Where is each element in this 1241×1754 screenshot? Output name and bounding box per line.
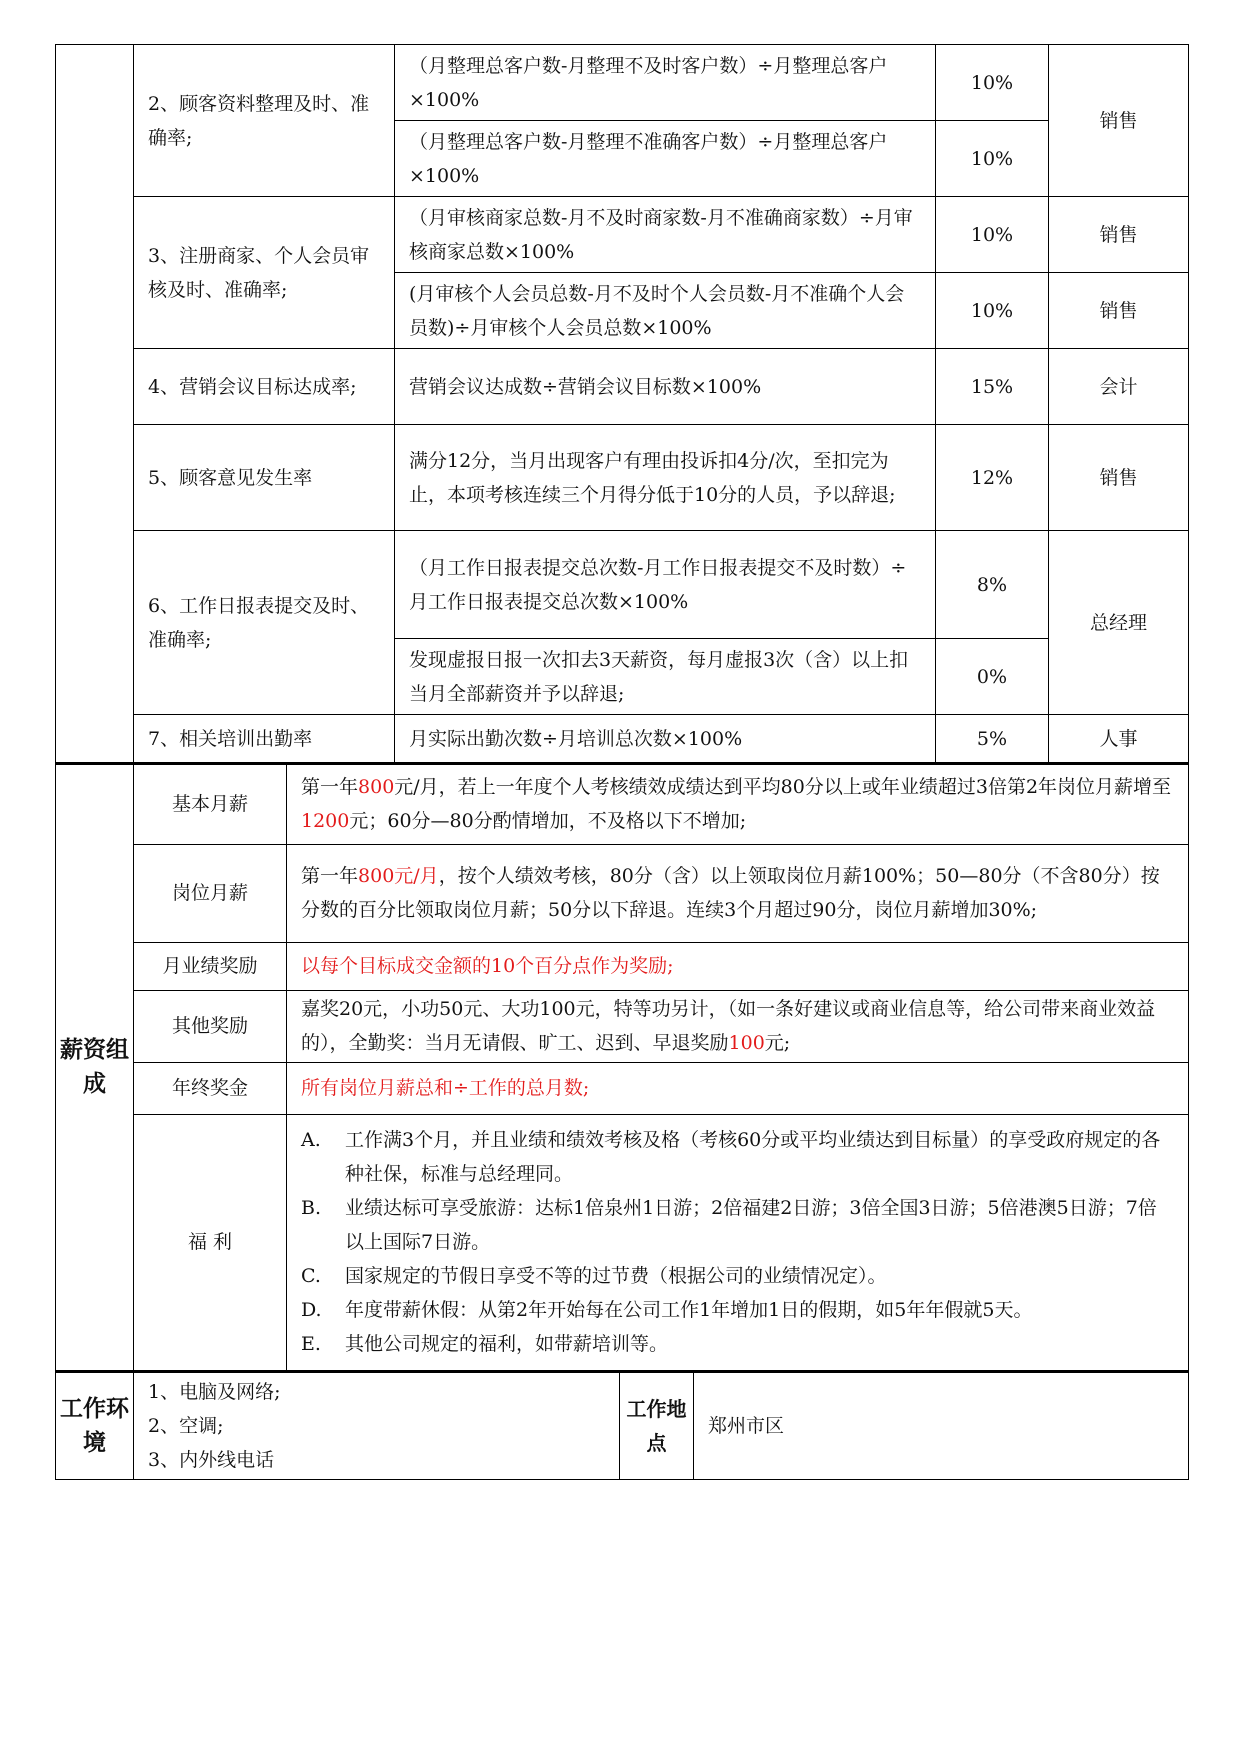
kpi-formula: (月审核个人会员总数-月不及时个人会员数-月不准确个人会员数)÷月审核个人会员总数×100% — [395, 273, 936, 349]
kpi-row — [56, 349, 1189, 425]
kpi-weight: 10% — [936, 121, 1049, 197]
welfare-item: A. 工作满3个月，并且业绩和绩效考核及格（考核60分或平均业绩达到目标量）的享受政府规定的各种社保，标准与总经理同。 — [301, 1129, 1161, 1185]
salary-basic-label: 基本月薪 — [134, 764, 287, 844]
kpi-dept: 总经理 — [1049, 531, 1189, 715]
environment-label: 工作环境 — [56, 1372, 134, 1480]
salary-row — [56, 990, 1189, 1062]
salary-performance-text: 以每个目标成交金额的10个百分点作为奖励; — [287, 942, 1189, 990]
kpi-dept: 会计 — [1049, 349, 1189, 425]
kpi-weight: 10% — [936, 45, 1049, 121]
environment-item: 2、空调; — [148, 1414, 224, 1437]
kpi-row — [56, 531, 1189, 639]
environment-row — [56, 1372, 1189, 1480]
welfare-item: C. 国家规定的节假日享受不等的过节费（根据公司的业绩情况定）。 — [301, 1265, 887, 1287]
salary-row — [56, 942, 1189, 990]
kpi-dept: 销售 — [1049, 273, 1189, 349]
kpi-weight: 10% — [936, 273, 1049, 349]
kpi-item: 6、工作日报表提交及时、准确率; — [134, 531, 395, 715]
salary-row — [56, 1114, 1189, 1370]
kpi-formula: （月审核商家总数-月不及时商家数-月不准确商家数）÷月审核商家总数×100% — [395, 197, 936, 273]
kpi-table — [55, 44, 1189, 763]
salary-row — [56, 844, 1189, 942]
welfare-item: E. 其他公司规定的福利，如带薪培训等。 — [301, 1333, 669, 1355]
document-page — [55, 44, 1188, 1480]
kpi-weight: 0% — [936, 639, 1049, 715]
kpi-item: 3、注册商家、个人会员审核及时、准确率; — [134, 197, 395, 349]
salary-yearend-label: 年终奖金 — [134, 1062, 287, 1114]
salary-row — [56, 764, 1189, 844]
kpi-item: 2、顾客资料整理及时、准确率; — [134, 45, 395, 197]
kpi-weight: 10% — [936, 197, 1049, 273]
salary-row — [56, 1062, 1189, 1114]
kpi-weight: 8% — [936, 531, 1049, 639]
kpi-row — [56, 45, 1189, 121]
location-value: 郑州市区 — [694, 1372, 1189, 1480]
kpi-weight: 12% — [936, 425, 1049, 531]
kpi-row — [56, 425, 1189, 531]
salary-table — [55, 763, 1189, 1371]
welfare-label: 福 利 — [134, 1114, 287, 1370]
salary-other-text: 嘉奖20元，小功50元、大功100元，特等功另计，（如一条好建议或商业信息等，给公司带来商业效益的），全勤奖：当月无请假、旷工、迟到、早退奖励100元; — [287, 990, 1189, 1062]
environment-items — [134, 1372, 620, 1480]
kpi-item: 7、相关培训出勤率 — [134, 715, 395, 763]
kpi-formula: （月整理总客户数-月整理不及时客户数）÷月整理总客户×100% — [395, 45, 936, 121]
salary-position-text: 第一年800元/月，按个人绩效考核，80分（含）以上领取岗位月薪100%；50—80分（不含80分）按分数的百分比领取岗位月薪；50分以下辞退。连续3个月超过90分，岗位月薪增加30%; — [287, 844, 1189, 942]
kpi-item: 5、顾客意见发生率 — [134, 425, 395, 531]
location-label: 工作地点 — [620, 1372, 694, 1480]
kpi-dept: 销售 — [1049, 197, 1189, 273]
environment-item: 1、电脑及网络; — [148, 1380, 281, 1403]
kpi-weight: 5% — [936, 715, 1049, 763]
salary-other-label: 其他奖励 — [134, 990, 287, 1062]
salary-position-label: 岗位月薪 — [134, 844, 287, 942]
environment-table — [55, 1371, 1189, 1481]
kpi-formula: 发现虚报日报一次扣去3天薪资，每月虚报3次（含）以上扣当月全部薪资并予以辞退; — [395, 639, 936, 715]
salary-yearend-text: 所有岗位月薪总和÷工作的总月数; — [287, 1062, 1189, 1114]
kpi-dept: 销售 — [1049, 45, 1189, 197]
kpi-section-cell — [56, 45, 134, 763]
welfare-item: B. 业绩达标可享受旅游：达标1倍泉州1日游；2倍福建2日游；3倍全国3日游；5倍港澳5日游；7倍以上国际7日游。 — [301, 1197, 1157, 1253]
salary-performance-label: 月业绩奖励 — [134, 942, 287, 990]
kpi-formula: 月实际出勤次数÷月培训总次数×100% — [395, 715, 936, 763]
environment-item: 3、内外线电话 — [148, 1448, 275, 1471]
kpi-weight: 15% — [936, 349, 1049, 425]
salary-section-label: 薪资组成 — [56, 764, 134, 1370]
kpi-formula: （月工作日报表提交总次数-月工作日报表提交不及时数）÷月工作日报表提交总次数×100% — [395, 531, 936, 639]
kpi-dept: 销售 — [1049, 425, 1189, 531]
welfare-item: D. 年度带薪休假：从第2年开始每在公司工作1年增加1日的假期，如5年年假就5天。 — [301, 1299, 1033, 1321]
kpi-dept: 人事 — [1049, 715, 1189, 763]
kpi-formula: 营销会议达成数÷营销会议目标数×100% — [395, 349, 936, 425]
kpi-item: 4、营销会议目标达成率; — [134, 349, 395, 425]
kpi-row — [56, 715, 1189, 763]
welfare-list — [287, 1114, 1189, 1370]
kpi-formula: 满分12分，当月出现客户有理由投诉扣4分/次，至扣完为止，本项考核连续三个月得分低于10分的人员，予以辞退; — [395, 425, 936, 531]
kpi-row — [56, 197, 1189, 273]
salary-basic-text: 第一年800元/月，若上一年度个人考核绩效成绩达到平均80分以上或年业绩超过3倍第2年岗位月薪增至1200元；60分—80分酌情增加，不及格以下不增加; — [287, 764, 1189, 844]
kpi-formula: （月整理总客户数-月整理不准确客户数）÷月整理总客户×100% — [395, 121, 936, 197]
